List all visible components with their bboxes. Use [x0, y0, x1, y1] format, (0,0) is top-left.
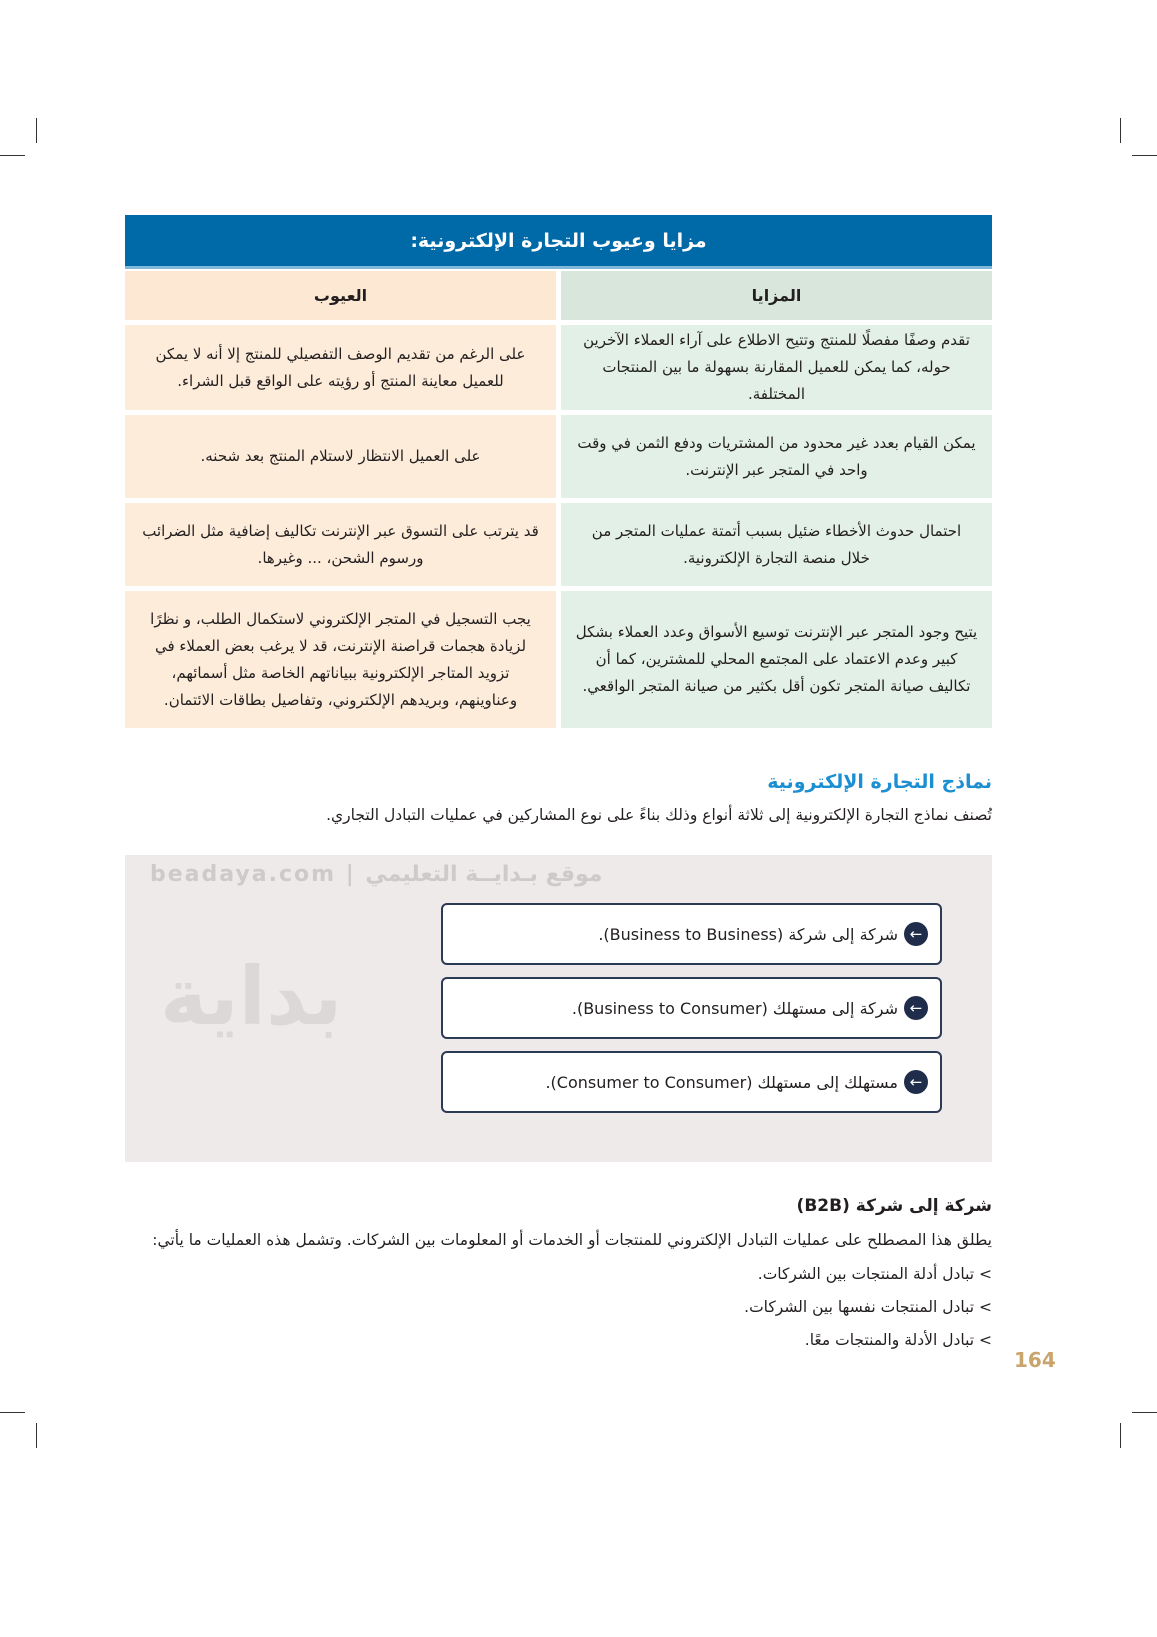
b2b-bullet: > تبادل الأدلة والمنتجات معًا.	[804, 1331, 992, 1349]
section-intro: تُصنف نماذج التجارة الإلكترونية إلى ثلاثة أنواع وذلك بناءً على نوع المشاركين في عمليات التبادل التجاري.	[326, 806, 992, 824]
disadvantage-cell: على الرغم من تقديم الوصف التفصيلي للمنتج إلا أنه لا يمكن للعميل معاينة المنتج أو رؤيته على الواقع قبل الشراء.	[125, 325, 556, 410]
crop-mark	[36, 118, 37, 143]
crop-mark	[1132, 155, 1157, 156]
disadvantage-cell: يجب التسجيل في المتجر الإلكتروني لاستكمال الطلب، و نظرًا لزيادة هجمات قراصنة الإنترنت، قد لا يرغب بعض العملاء في تزويد المتاجر الإلكترونية ببياناتهم الخاصة مثل أسمائهم، وعناوينهم، وبريدهم الإلكتروني، وتفاصيل بطاقات الائتمان.	[125, 591, 556, 728]
model-label: شركة إلى شركة (Business to Business).	[598, 924, 898, 944]
watermark-site: beadaya.com | موقع بـدايــة التعليمي	[150, 862, 603, 887]
b2b-title: شركة إلى شركة (B2B)	[796, 1196, 992, 1216]
model-label: مستهلك إلى مستهلك (Consumer to Consumer).	[545, 1072, 898, 1092]
model-item-b2c	[441, 977, 942, 1039]
advantage-cell: تقدم وصفًا مفصلًا للمنتج وتتيح الاطلاع على آراء العملاء الآخرين حوله، كما يمكن للعميل المقارنة بسهولة ما بين المنتجات المختلفة.	[561, 325, 992, 410]
watermark-logo: بداية	[160, 950, 343, 1043]
disadvantage-cell: قد يترتب على التسوق عبر الإنترنت تكاليف إضافية مثل الضرائب ورسوم الشحن، ... وغيرها.	[125, 503, 556, 586]
arrow-left-icon: ←	[904, 1070, 928, 1094]
advantage-cell: احتمال حدوث الأخطاء ضئيل بسبب أتمتة عمليات المتجر من خلال منصة التجارة الإلكترونية.	[561, 503, 992, 586]
page-number: 164	[1014, 1348, 1056, 1372]
model-label: شركة إلى مستهلك (Business to Consumer).	[571, 998, 898, 1018]
table-title: مزايا وعيوب التجارة الإلكترونية:	[125, 215, 992, 269]
disadvantages-header: العيوب	[125, 271, 556, 320]
model-item-c2c	[441, 1051, 942, 1113]
crop-mark	[1120, 118, 1121, 143]
section-title: نماذج التجارة الإلكترونية	[767, 771, 992, 793]
crop-mark	[0, 1412, 25, 1413]
crop-mark	[1132, 1412, 1157, 1413]
advantages-header: المزايا	[561, 271, 992, 320]
arrow-left-icon: ←	[904, 922, 928, 946]
advantage-cell: يتيح وجود المتجر عبر الإنترنت توسيع الأسواق وعدد العملاء بشكل كبير وعدم الاعتماد على المجتمع المحلي للمشترين، كما أن تكاليف صيانة المتجر تكون أقل بكثير من صيانة المتجر الواقعي.	[561, 591, 992, 728]
arrow-left-icon: ←	[904, 996, 928, 1020]
disadvantage-cell: على العميل الانتظار لاستلام المنتج بعد شحنه.	[125, 415, 556, 498]
crop-mark	[36, 1423, 37, 1448]
b2b-bullet: > تبادل المنتجات نفسها بين الشركات.	[744, 1298, 992, 1316]
crop-mark	[1120, 1423, 1121, 1448]
b2b-text: يطلق هذا المصطلح على عمليات التبادل الإلكتروني للمنتجات أو الخدمات أو المعلومات بين الشركات. وتشمل هذه العمليات ما يأتي:	[152, 1231, 992, 1249]
advantage-cell: يمكن القيام بعدد غير محدود من المشتريات ودفع الثمن في وقت واحد في المتجر عبر الإنترنت.	[561, 415, 992, 498]
model-item-b2b	[441, 903, 942, 965]
b2b-bullet: > تبادل أدلة المنتجات بين الشركات.	[757, 1265, 992, 1283]
crop-mark	[0, 155, 25, 156]
